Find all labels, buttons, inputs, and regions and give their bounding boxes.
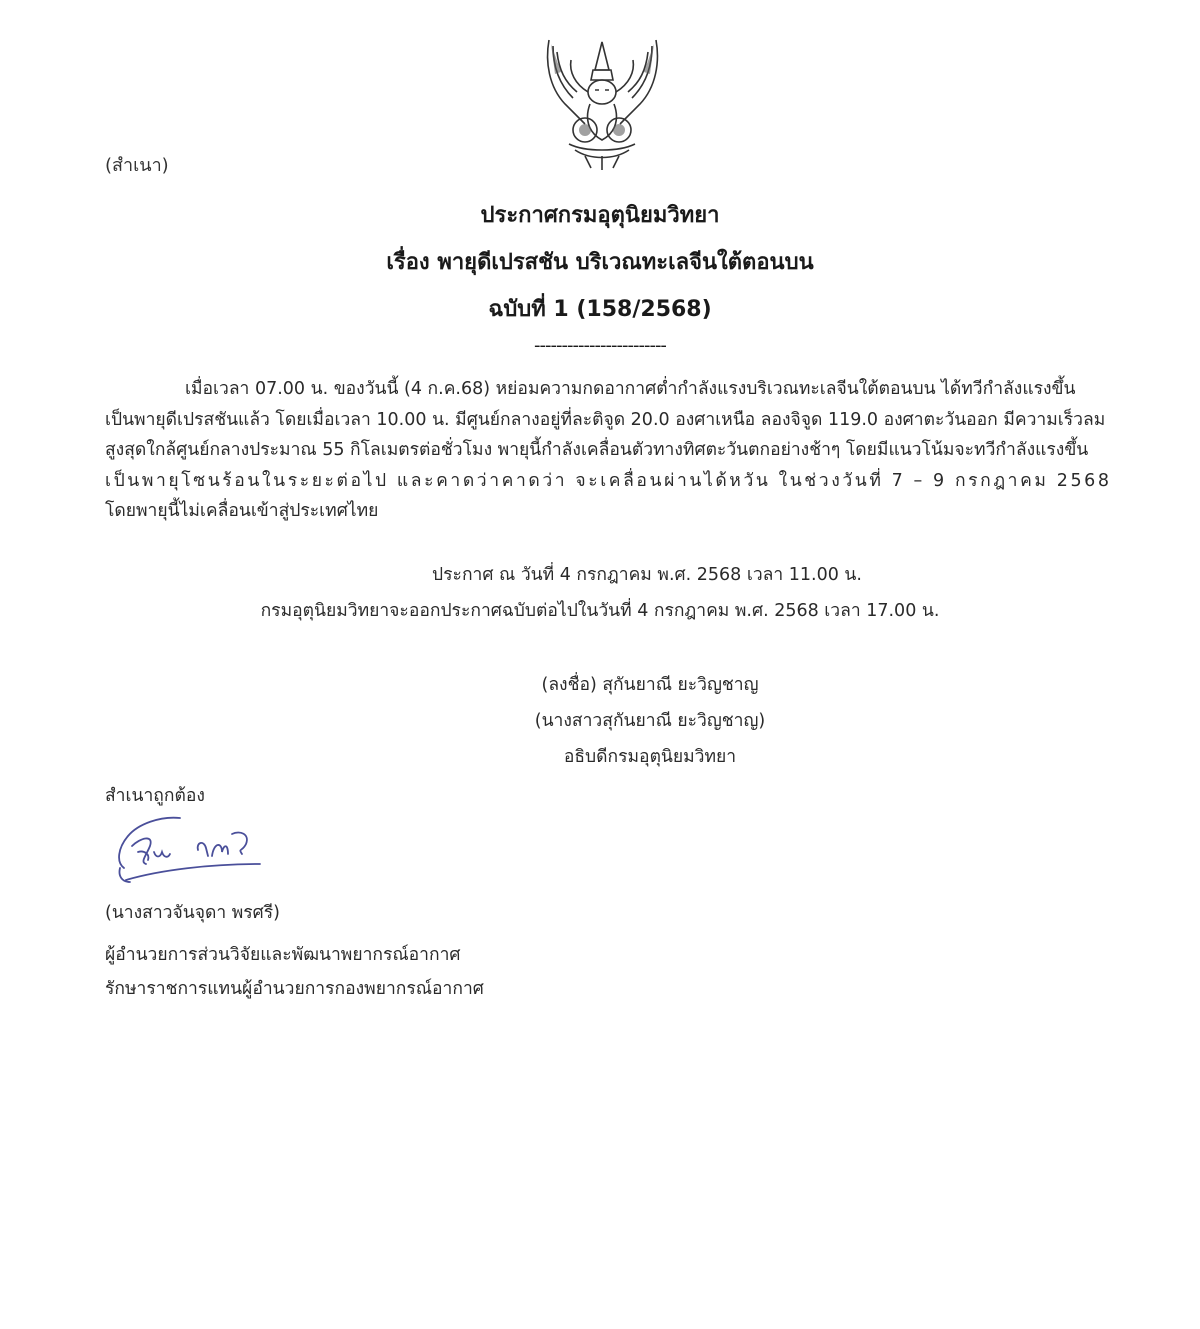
copy-label: (สำเนา) [105, 155, 169, 176]
handwritten-signature-icon [110, 812, 280, 892]
announcement-body [105, 374, 1115, 527]
signatory-full-name: (นางสาวสุกันยาณี ยะวิญชาญ) [534, 711, 766, 731]
body-line: เป็นพายุโซนร้อนในระยะต่อไป และคาดว่าคาดว่า จะเคลื่อนผ่านได้หวัน ในช่วงวันที่ 7 – 9 กรกฎาคม 2568 [105, 470, 1112, 491]
document-title: ประกาศกรมอุตุนิยมวิทยา [480, 203, 720, 228]
title-separator: ------------------------ [534, 335, 666, 356]
body-line: สูงสุดใกล้ศูนย์กลางประมาณ 55 กิโลเมตรต่อชั่วโมง พายุนี้กำลังเคลื่อนตัวทางทิศตะวันตกอย่างช้าๆ โดยมีแนวโน้มจะทวีกำลังแรงขึ้น [105, 440, 1089, 460]
certified-copy-label: สำเนาถูกต้อง [105, 786, 205, 806]
issue-number: ฉบับที่ 1 (158/2568) [488, 297, 712, 322]
garuda-emblem-icon [535, 32, 670, 172]
document-subject: เรื่อง พายุดีเปรสชัน บริเวณทะเลจีนใต้ตอนบน [386, 250, 814, 275]
certifier-name: (นางสาวจันจุดา พรศรี) [105, 903, 280, 923]
body-line: เป็นพายุดีเปรสชันแล้ว โดยเมื่อเวลา 10.00 น. มีศูนย์กลางอยู่ที่ละติจูด 20.0 องศาเหนือ ลองจิจูด 119.0 องศาตะวันออก มีความเร็วลม [105, 409, 1106, 430]
signatory-signed: (ลงชื่อ) สุกันยาณี ยะวิญชาญ [541, 675, 759, 695]
body-line: เมื่อเวลา 07.00 น. ของวันนี้ (4 ก.ค.68) หย่อมความกดอากาศต่ำกำลังแรงบริเวณทะเลจีนใต้ตอนบน ได้ทวีกำลังแรงขึ้น [185, 379, 1076, 399]
certifier-position-2: รักษาราชการแทนผู้อำนวยการกองพยากรณ์อากาศ [105, 979, 484, 999]
next-announcement: กรมอุตุนิยมวิทยาจะออกประกาศฉบับต่อไปในวันที่ 4 กรกฎาคม พ.ศ. 2568 เวลา 17.00 น. [260, 601, 940, 621]
announcement-date: ประกาศ ณ วันที่ 4 กรกฎาคม พ.ศ. 2568 เวลา 11.00 น. [432, 565, 862, 585]
signatory-position: อธิบดีกรมอุตุนิยมวิทยา [563, 747, 737, 767]
body-line: โดยพายุนี้ไม่เคลื่อนเข้าสู่ประเทศไทย [105, 501, 379, 521]
certifier-position-1: ผู้อำนวยการส่วนวิจัยและพัฒนาพยากรณ์อากาศ [105, 945, 461, 965]
